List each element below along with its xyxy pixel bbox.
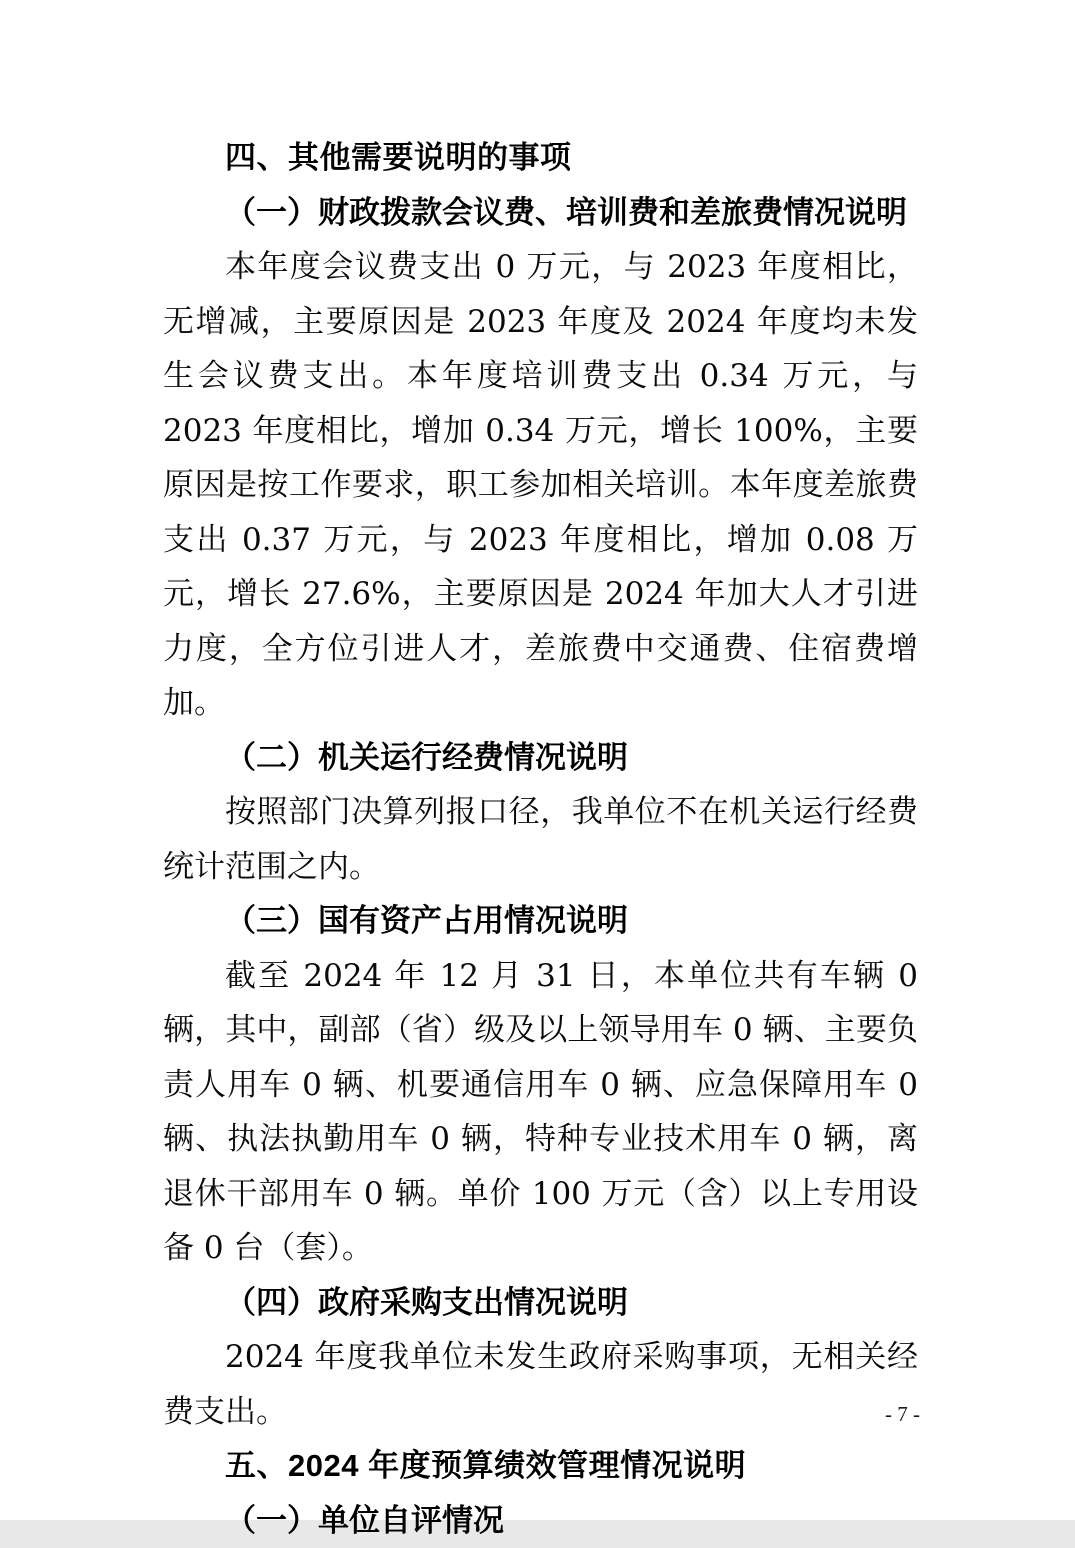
paragraph-gov-procurement-detail: 2024 年度我单位未发生政府采购事项，无相关经费支出。 xyxy=(163,1330,918,1439)
page-number: - 7 - xyxy=(885,1402,920,1427)
subsection-heading-state-assets: （三）国有资产占用情况说明 xyxy=(163,894,918,949)
paragraph-state-assets-detail: 截至 2024 年 12 月 31 日，本单位共有车辆 0 辆，其中，副部（省）级及以上领导用车 0 辆、主要负责人用车 0 辆、机要通信用车 0 辆、应急保障用车 0 辆、执法执勤用车 0 辆，特种专业技术用车 0 辆，离退休干部用车 0 辆。单价 100 万元（含）以上专用设备 0 台（套）。 xyxy=(163,949,918,1276)
subsection-heading-fees-explanation: （一）财政拨款会议费、培训费和差旅费情况说明 xyxy=(163,186,918,241)
subsection-heading-gov-procurement: （四）政府采购支出情况说明 xyxy=(163,1276,918,1331)
paragraph-fees-detail: 本年度会议费支出 0 万元，与 2023 年度相比，无增减，主要原因是 2023 年度及 2024 年度均未发生会议费支出。本年度培训费支出 0.34 万元，与 2023 年度相比，增加 0.34 万元，增长 100%，主要原因是按工作要求，职工参加相关培训。本年度差旅费支出 0.37 万元，与 2023 年度相比，增加 0.08 万元，增长 27.6%，主要原因是 2024 年加大人才引进力度，全方位引进人才，差旅费中交通费、住宿费增加。 xyxy=(163,240,918,731)
section-heading-budget-performance: 五、2024 年度预算绩效管理情况说明 xyxy=(163,1439,918,1494)
subsection-heading-self-evaluation: （一）单位自评情况 xyxy=(163,1494,918,1548)
section-heading-other-matters: 四、其他需要说明的事项 xyxy=(163,131,918,186)
subsection-heading-operating-expenses: （二）机关运行经费情况说明 xyxy=(163,731,918,786)
paragraph-operating-expenses-detail: 按照部门决算列报口径，我单位不在机关运行经费统计范围之内。 xyxy=(163,785,918,894)
document-body xyxy=(163,131,918,1548)
